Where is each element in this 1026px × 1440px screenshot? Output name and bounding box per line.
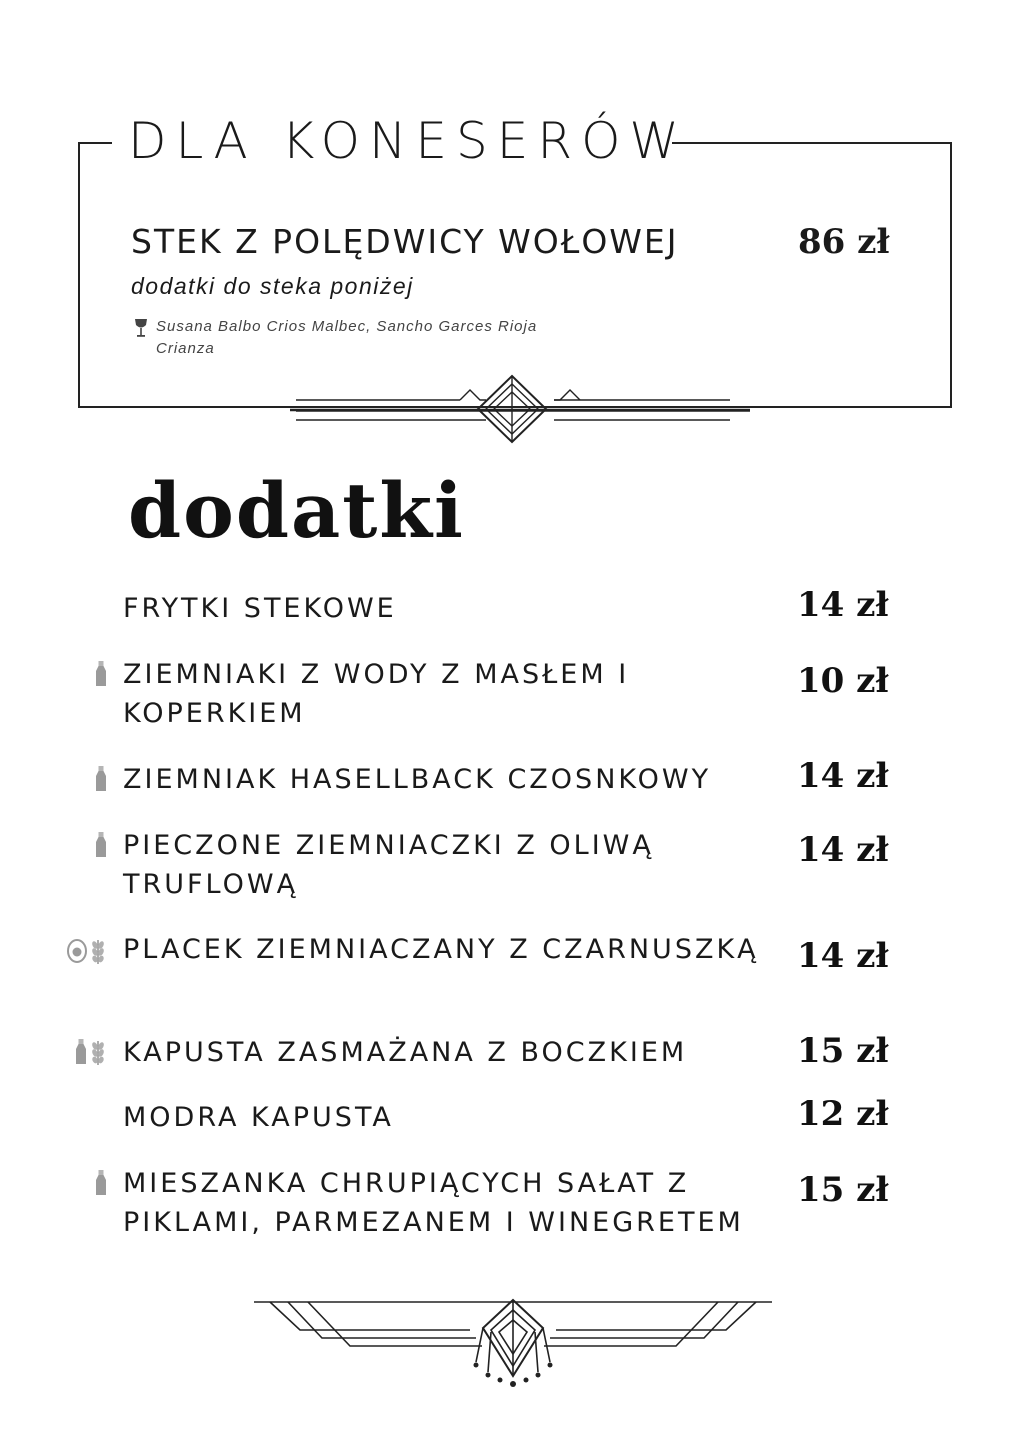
item-name: MIESZANKA CHRUPIĄCYCH SAŁAT Z PIKLAMI, PARMEZANEM I WINEGRETEM <box>123 1168 744 1238</box>
egg-icon <box>67 938 87 964</box>
item-name: ZIEMNIAKI Z WODY Z MASŁEM I KOPERKIEM <box>123 659 630 729</box>
wine-glass-icon <box>134 318 148 338</box>
section-title: DLA KONESERÓW <box>128 112 688 170</box>
wine-pairing: Susana Balbo Crios Malbec, Sancho Garces Rioja Crianza <box>156 318 538 357</box>
art-deco-divider-bottom <box>250 1292 776 1392</box>
milk-bottle-icon <box>95 766 107 792</box>
dish-price: 86 zł <box>798 222 890 262</box>
item-name: PLACEK ZIEMNIACZANY Z CZARNUSZKĄ <box>123 934 759 965</box>
art-deco-divider-top <box>290 374 750 446</box>
item-name: ZIEMNIAK HASELLBACK CZOSNKOWY <box>123 764 712 795</box>
item-price: 12 zł <box>797 1094 889 1134</box>
item-price: 15 zł <box>797 1031 889 1071</box>
item-name: MODRA KAPUSTA <box>123 1102 394 1133</box>
item-price: 14 zł <box>797 756 889 796</box>
wheat-icon <box>91 1039 105 1065</box>
item-name: KAPUSTA ZASMAŻANA Z BOCZKIEM <box>123 1037 688 1068</box>
milk-bottle-icon <box>75 1039 87 1065</box>
sides-heading: dodatki <box>128 466 465 555</box>
item-price: 14 zł <box>797 936 889 976</box>
item-price: 14 zł <box>797 585 889 625</box>
dish-name: STEK Z POLĘDWICY WOŁOWEJ <box>131 222 679 261</box>
milk-bottle-icon <box>95 1170 107 1196</box>
item-name: FRYTKI STEKOWE <box>123 593 397 624</box>
item-price: 14 zł <box>797 830 889 870</box>
item-price: 15 zł <box>797 1170 889 1210</box>
item-price: 10 zł <box>797 661 889 701</box>
wheat-icon <box>91 938 105 964</box>
milk-bottle-icon <box>95 832 107 858</box>
dish-note: dodatki do steka poniżej <box>131 273 414 299</box>
milk-bottle-icon <box>95 661 107 687</box>
item-name: PIECZONE ZIEMNIACZKI Z OLIWĄ TRUFLOWĄ <box>123 830 654 900</box>
